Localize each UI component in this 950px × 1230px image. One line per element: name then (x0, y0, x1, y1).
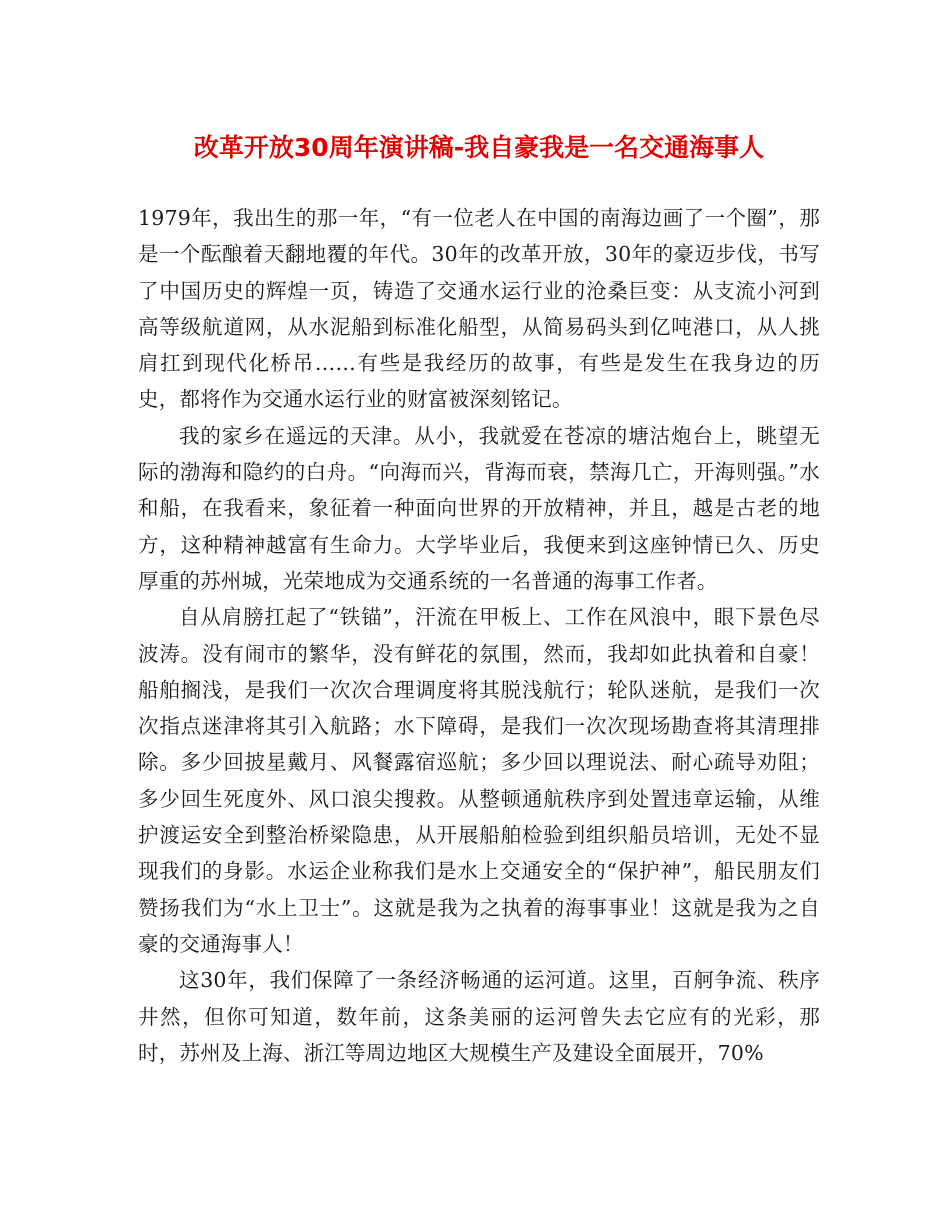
paragraph-2: 我的家乡在遥远的天津。从小，我就爱在苍凉的塘沽炮台上，眺望无际的渤海和隐约的白舟。“向海而兴，背海而衰，禁海几亡，开海则强。”水和船，在我看来，象征着一种面向世界的开放精神，并且，越是古老的地方，这种精神越富有生命力。大学毕业后，我便来到这座钟情已久、历史厚重的苏州城，光荣地成为交通系统的一名普通的海事工作者。 (138, 423, 820, 593)
document-page (138, 130, 820, 1071)
paragraph-3: 自从肩膀扛起了“铁锚”，汗流在甲板上、工作在风浪中，眼下景色尽波涛。没有闹市的繁华，没有鲜花的氛围，然而，我却如此执着和自豪！船舶搁浅，是我们一次次合理调度将其脱浅航行；轮队迷航，是我们一次次指点迷津将其引入航路；水下障碍，是我们一次次现场勘查将其清理排除。多少回披星戴月、风餐露宿巡航；多少回以理说法、耐心疏导劝阻；多少回生死度外、风口浪尖搜救。从整顿通航秩序到处置违章运输，从维护渡运安全到整治桥梁隐患，从开展船舶检验到组织船员培训，无处不显现我们的身影。水运企业称我们是水上交通安全的“保护神”，船民朋友们赞扬我们为“水上卫士”。这就是我为之执着的海事事业！这就是我为之自豪的交通海事人！ (138, 605, 820, 956)
paragraph-4: 这30年，我们保障了一条经济畅通的运河道。这里，百舸争流、秩序井然，但你可知道，数年前，这条美丽的运河曾失去它应有的光彩，那时，苏州及上海、浙江等周边地区大规模生产及建设全面展开，70% (138, 968, 820, 1065)
document-title: 改革开放30周年演讲稿-我自豪我是一名交通海事人 (193, 133, 765, 162)
paragraph-1: 1979年，我出生的那一年，“有一位老人在中国的南海边画了一个圈”，那是一个酝酿着天翻地覆的年代。30年的改革开放，30年的豪迈步伐，书写了中国历史的辉煌一页，铸造了交通水运行业的沧桑巨变：从支流小河到高等级航道网，从水泥船到标准化船型，从简易码头到亿吨港口，从人挑肩扛到现代化桥吊……有些是我经历的故事，有些是发生在我身边的历史，都将作为交通水运行业的财富被深刻铭记。 (138, 206, 820, 412)
